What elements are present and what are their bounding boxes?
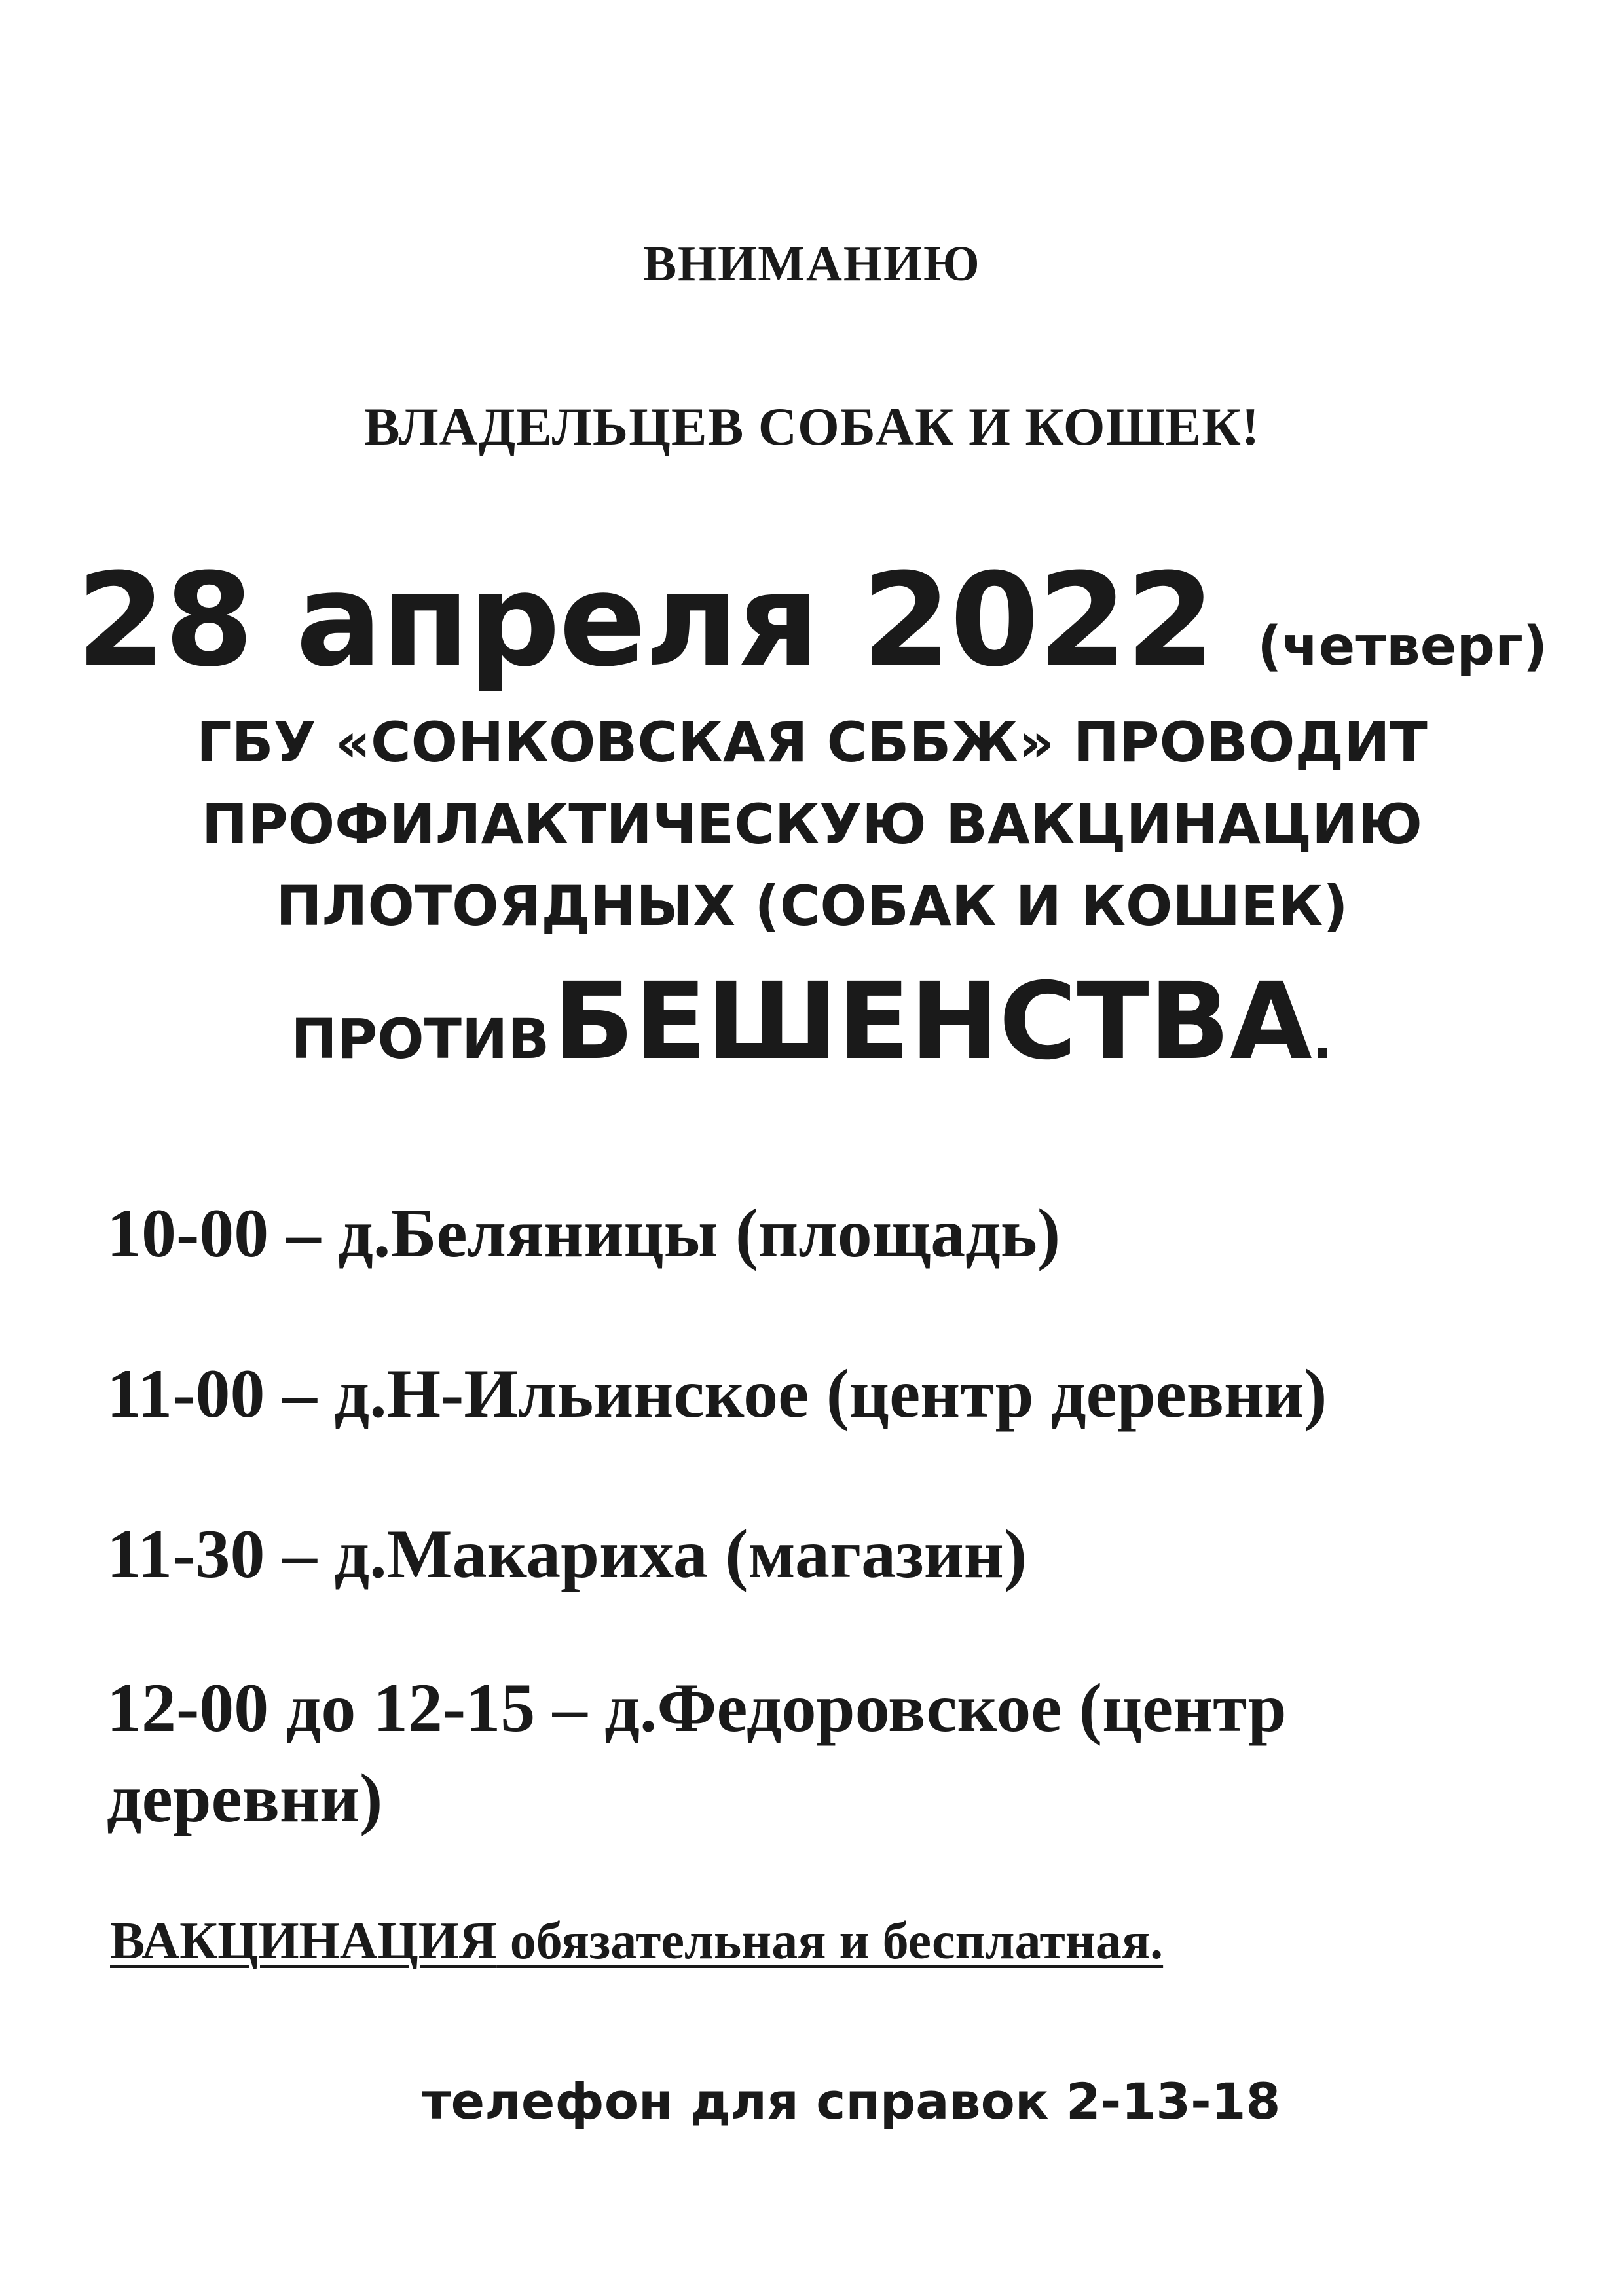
event-date-line	[0, 546, 1624, 695]
disease-name: БЕШЕНСТВА	[553, 960, 1312, 1084]
disease-period: .	[1312, 1007, 1333, 1071]
schedule-item: 11-00 – д.Н-Ильинское (центр деревни)	[107, 1355, 1327, 1432]
event-date: 28 апреля 2022	[76, 546, 1214, 695]
against-disease-line	[0, 960, 1624, 1084]
schedule-item: 12-00 до 12-15 – д.Федоровское (центр деревни)	[107, 1669, 1287, 1836]
heading-attention: ВНИМАНИЮ	[643, 236, 981, 291]
schedule-item: 10-00 – д.Беляницы (площадь)	[107, 1195, 1061, 1271]
organizer-line-1: ГБУ «СОНКОВСКАЯ СББЖ» ПРОВОДИТ	[196, 710, 1428, 774]
organizer-line-2: ПРОФИЛАКТИЧЕСКУЮ ВАКЦИНАЦИЮ	[201, 792, 1423, 856]
against-word: ПРОТИВ	[291, 1007, 550, 1071]
vaccination-note-rest: обязательная и бесплатная.	[496, 1912, 1164, 1970]
event-weekday: (четверг)	[1257, 615, 1548, 678]
heading-owners: ВЛАДЕЛЬЦЕВ СОБАК И КОШЕК!	[363, 397, 1261, 456]
phone-info: телефон для справок 2-13-18	[422, 2072, 1281, 2130]
vaccination-word: ВАКЦИНАЦИЯ	[110, 1912, 497, 1970]
schedule-item: 11-30 – д.Макариха (магазин)	[107, 1516, 1027, 1592]
vaccination-note	[110, 1912, 1163, 1971]
organizer-line-3: ПЛОТОЯДНЫХ (СОБАК И КОШЕК)	[276, 874, 1348, 938]
